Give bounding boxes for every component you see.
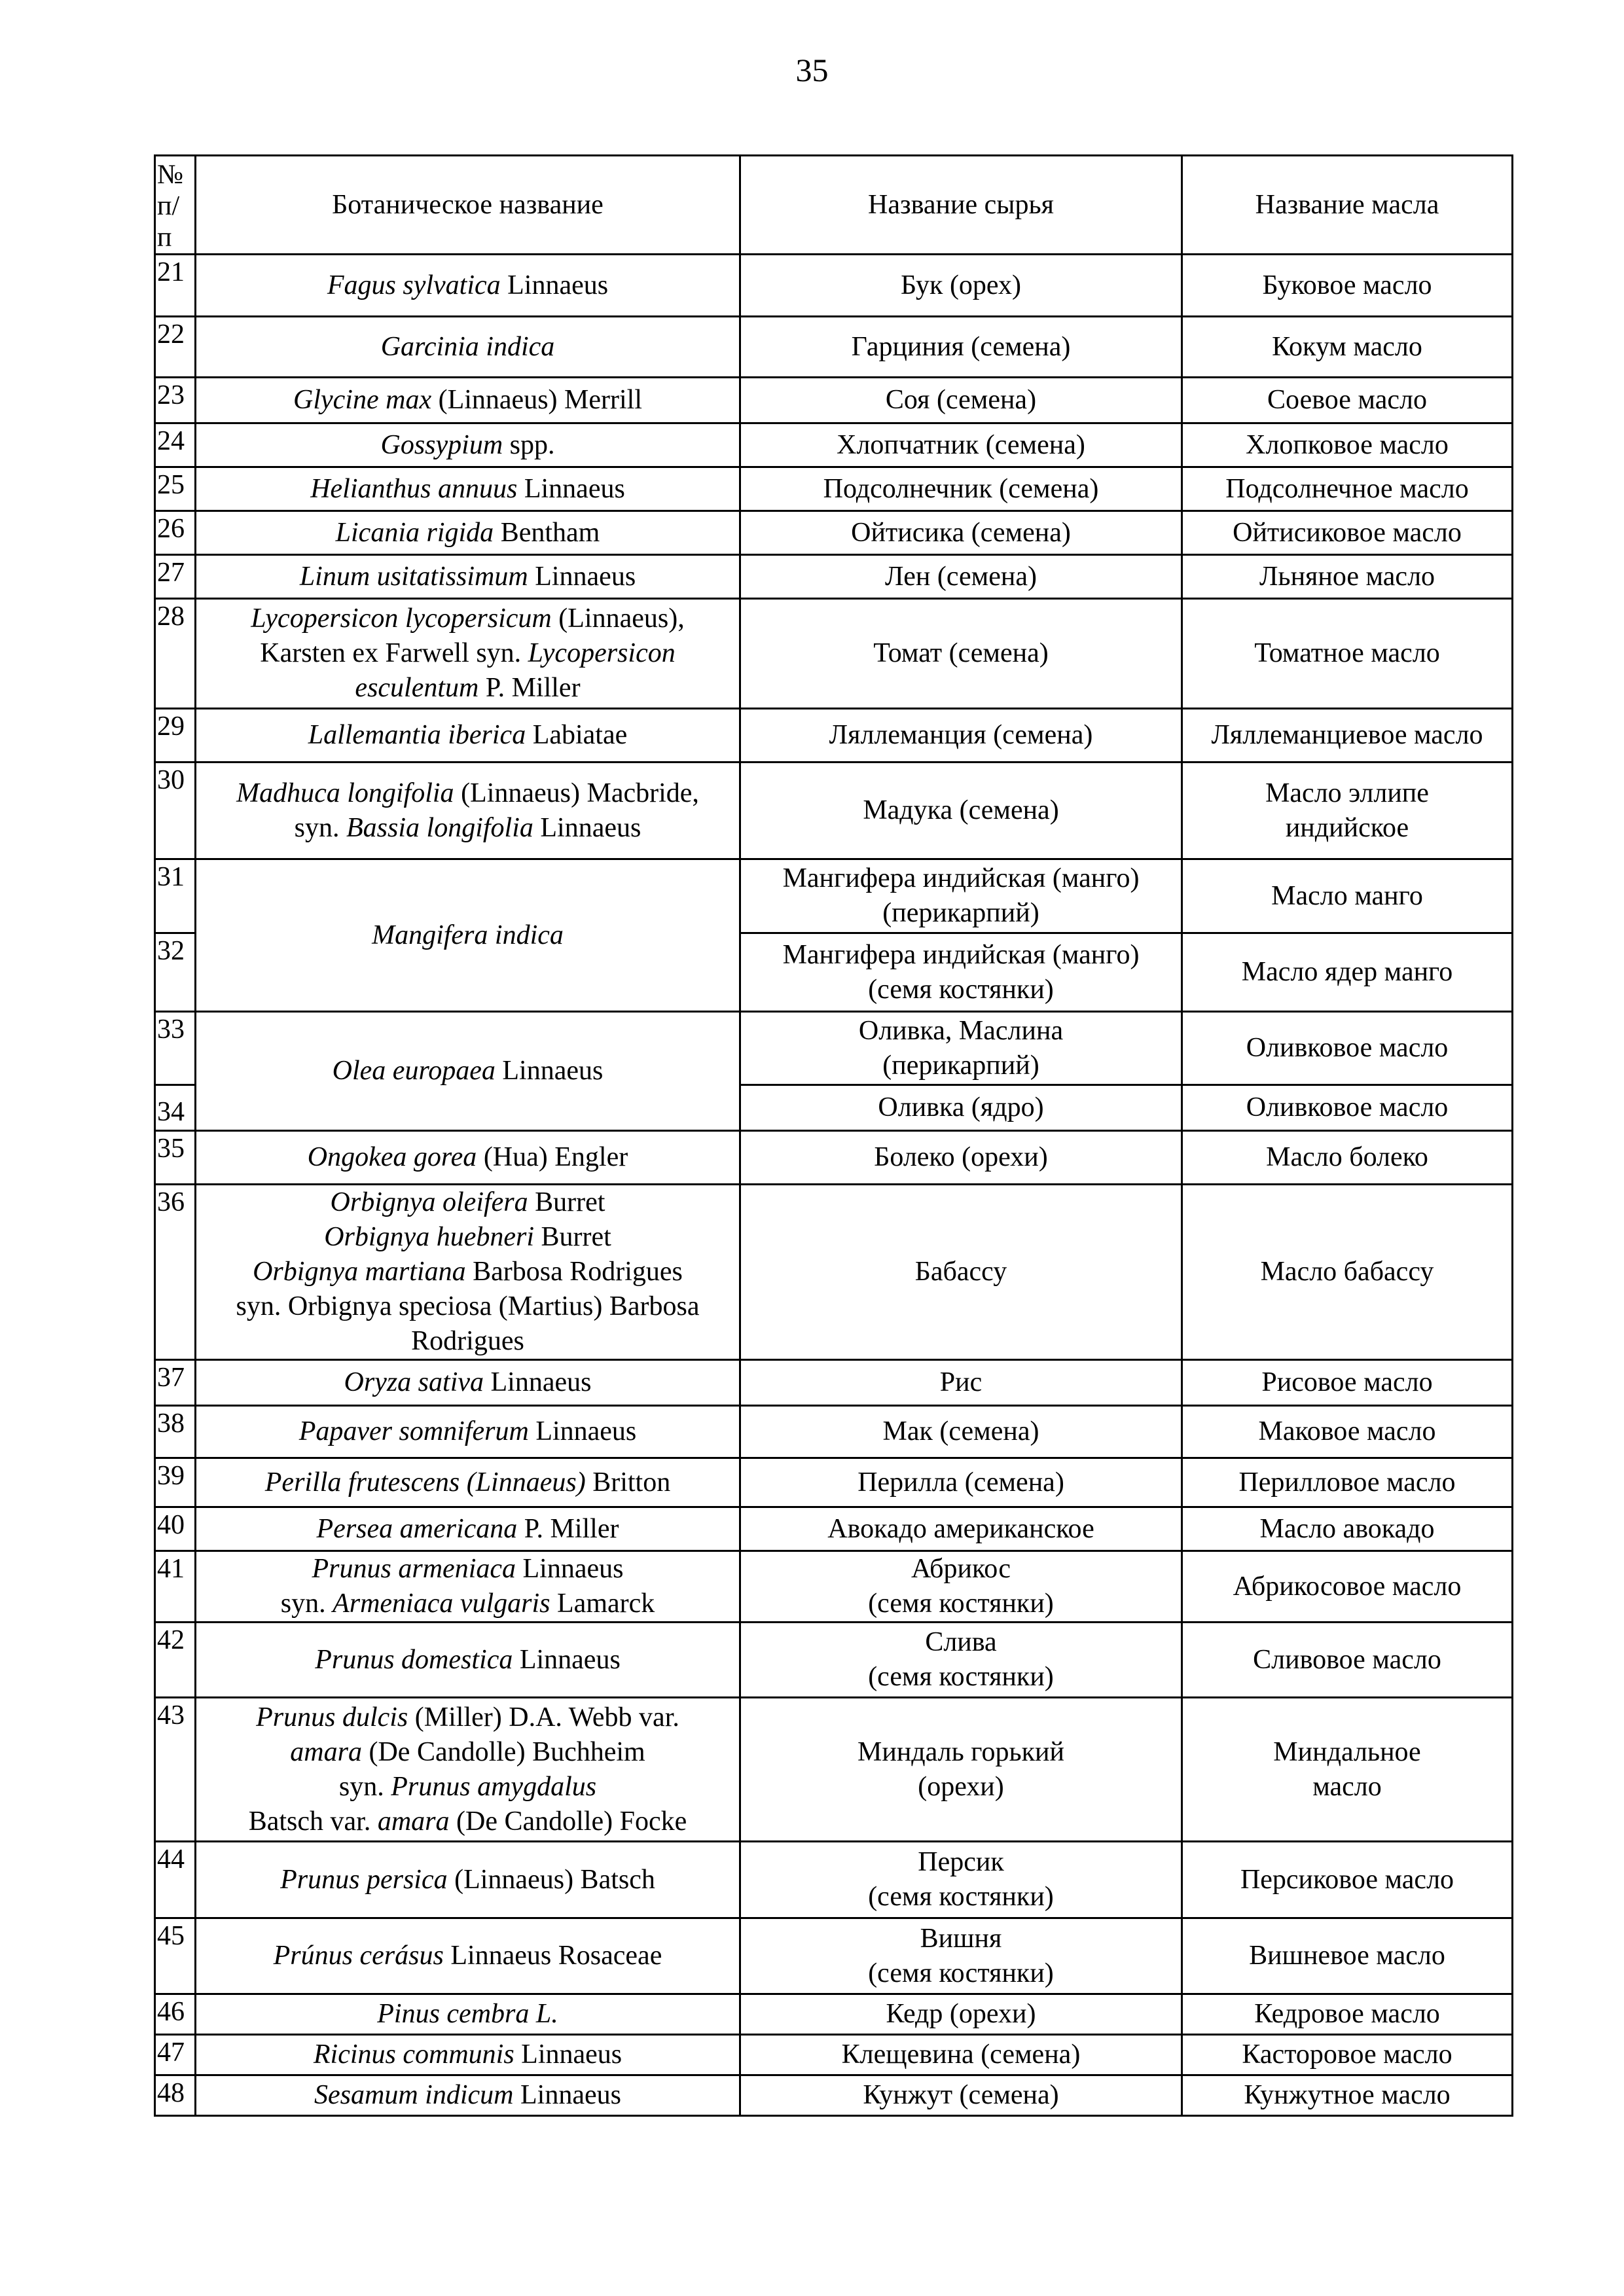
- oil-name-line: Ляллеманциевое масло: [1211, 720, 1483, 750]
- oil-name: [1182, 762, 1513, 859]
- raw-material-line: Мак (семена): [882, 1416, 1039, 1446]
- oil-name-line: Рисовое масло: [1261, 1367, 1433, 1397]
- table-row: [155, 2075, 1513, 2116]
- row-number: 32: [155, 933, 196, 1012]
- row-number: 34: [155, 1085, 196, 1131]
- row-number: 29: [155, 709, 196, 762]
- table-row: [155, 555, 1513, 599]
- botanical-part: Barbosa Rodrigues: [465, 1257, 683, 1287]
- botanical-part: Linnaeus: [517, 473, 625, 504]
- raw-material: [740, 1360, 1182, 1406]
- raw-material-line: Томат (семена): [873, 638, 1049, 668]
- botanical-italic-part: Licania rigida: [335, 517, 494, 548]
- oil-name-line: Масло эллипе: [1265, 778, 1429, 808]
- oil-name-line: Кунжутное масло: [1244, 2080, 1451, 2110]
- raw-material: [740, 511, 1182, 555]
- oil-name-line: Соевое масло: [1267, 385, 1427, 415]
- oil-name: [1182, 1406, 1513, 1458]
- row-number: 48: [155, 2075, 196, 2116]
- botanical-part: Linnaeus: [516, 1554, 624, 1584]
- oil-name: [1182, 1085, 1513, 1131]
- botanical-part: Batsch var.: [248, 1806, 378, 1837]
- raw-material-line: Болеко (орехи): [874, 1142, 1048, 1172]
- row-number: 42: [155, 1623, 196, 1698]
- row-number: 33: [155, 1012, 196, 1085]
- table-row: [155, 1131, 1513, 1185]
- table-row: [155, 511, 1513, 555]
- table-row: [155, 1012, 1513, 1085]
- botanical-italic-part: Prunus persica: [280, 1864, 448, 1895]
- botanical-italic-part: Perilla frutescens (Linnaeus): [264, 1467, 586, 1498]
- botanical-italic-part: Mangifera indica: [372, 920, 564, 950]
- botanical-name: [196, 1623, 740, 1698]
- oil-name: [1182, 1551, 1513, 1623]
- botanical-part: Burret: [534, 1222, 611, 1252]
- oil-name-line: Оливковое масло: [1246, 1033, 1449, 1063]
- botanical-italic-part: Olea europaea: [332, 1056, 496, 1086]
- oil-name-line: Масло манго: [1271, 880, 1423, 911]
- raw-material-line: Миндаль горький: [857, 1736, 1064, 1767]
- botanical-italic-part: amara: [290, 1736, 362, 1767]
- botanical-italic-part: Ongokea gorea: [307, 1142, 477, 1172]
- botanical-part: Britton: [585, 1467, 671, 1498]
- table-row: [155, 1842, 1513, 1918]
- botanical-part: Linnaeus: [514, 2039, 623, 2070]
- table-row: [155, 2035, 1513, 2075]
- oil-name: [1182, 2035, 1513, 2075]
- botanical-italic-part: Lycopersicon lycopersicum: [251, 603, 552, 634]
- botanical-part: Labiatae: [526, 720, 628, 750]
- raw-material: [740, 378, 1182, 423]
- oil-name-line: Перилловое масло: [1238, 1467, 1456, 1498]
- botanical-part: (Hua) Engler: [477, 1142, 628, 1172]
- oil-name-line: Подсолнечное масло: [1225, 473, 1469, 504]
- oil-name-line: масло: [1312, 1771, 1382, 1802]
- table-row: [155, 317, 1513, 378]
- oil-name: [1182, 1918, 1513, 1994]
- botanical-part: Linnaeus Rosaceae: [443, 1941, 662, 1971]
- oil-name-line: Маковое масло: [1258, 1416, 1436, 1446]
- table-row: [155, 1994, 1513, 2035]
- table-row: [155, 255, 1513, 317]
- row-number: 47: [155, 2035, 196, 2075]
- botanical-part: P. Miller: [478, 673, 581, 703]
- botanical-name: [196, 423, 740, 467]
- table-row: [155, 467, 1513, 511]
- raw-material: [740, 255, 1182, 317]
- raw-material-line: Гарциния (семена): [851, 331, 1071, 362]
- botanical-italic-part: Helianthus annuus: [310, 473, 518, 504]
- oil-name: [1182, 511, 1513, 555]
- raw-material: [740, 423, 1182, 467]
- header-botanical-name: Ботаническое название: [196, 156, 740, 255]
- row-number: 35: [155, 1131, 196, 1185]
- raw-material-line: (орехи): [918, 1771, 1004, 1802]
- botanical-italic-part: amara: [377, 1806, 450, 1837]
- raw-material: [740, 467, 1182, 511]
- botanical-name: [196, 1012, 740, 1131]
- botanical-name: [196, 1507, 740, 1551]
- botanical-part: Linnaeus: [513, 1644, 621, 1675]
- botanical-part: (Linnaeus) Batsch: [447, 1864, 655, 1895]
- botanical-italic-part: Lallemantia iberica: [308, 720, 526, 750]
- botanical-italic-part: Prunus dulcis: [256, 1702, 408, 1732]
- table-row: [155, 1623, 1513, 1698]
- botanical-italic-part: Armeniaca vulgaris: [333, 1588, 550, 1619]
- botanical-italic-part: Gossypium: [380, 429, 503, 460]
- oil-name: [1182, 599, 1513, 709]
- raw-material-line: Подсолнечник (семена): [823, 473, 1099, 504]
- oil-name-line: Кокум масло: [1272, 331, 1422, 362]
- botanical-name: [196, 1360, 740, 1406]
- botanical-italic-part: esculentum: [355, 673, 479, 703]
- table-row: [155, 1698, 1513, 1842]
- botanical-name: [196, 255, 740, 317]
- raw-material: [740, 555, 1182, 599]
- raw-material-line: Клещевина (семена): [841, 2039, 1081, 2070]
- raw-material: [740, 1623, 1182, 1698]
- oil-name: [1182, 1623, 1513, 1698]
- botanical-italic-part: Orbignya oleifera: [330, 1187, 528, 1217]
- raw-material-line: (семя костянки): [868, 1882, 1054, 1912]
- raw-material-line: (перикарпий): [882, 898, 1039, 928]
- oil-name: [1182, 933, 1513, 1012]
- botanical-name: [196, 1406, 740, 1458]
- oil-name: [1182, 255, 1513, 317]
- botanical-italic-part: Orbignya martiana: [253, 1257, 466, 1287]
- row-number: 30: [155, 762, 196, 859]
- botanical-name: [196, 859, 740, 1012]
- botanical-name: [196, 1698, 740, 1842]
- botanical-part: Linnaeus: [500, 270, 609, 300]
- oil-name-line: Буковое масло: [1262, 270, 1432, 300]
- botanical-name: [196, 1131, 740, 1185]
- botanical-part: Linnaeus: [533, 812, 641, 843]
- table-row: [155, 378, 1513, 423]
- oil-name-line: Персиковое масло: [1240, 1864, 1454, 1895]
- botanical-part: syn.: [280, 1588, 333, 1619]
- header-raw-material: Название сырья: [740, 156, 1182, 255]
- botanical-name: [196, 1918, 740, 1994]
- raw-material-line: Рис: [939, 1367, 983, 1397]
- raw-material-line: Оливка (ядро): [878, 1092, 1044, 1122]
- row-number: 26: [155, 511, 196, 555]
- botanical-part: (Linnaeus) Macbride,: [454, 778, 699, 808]
- oil-name-line: Касторовое масло: [1242, 2039, 1453, 2070]
- botanical-italic-part: Garcinia indica: [380, 331, 555, 362]
- raw-material-line: Слива: [925, 1627, 997, 1657]
- botanical-name: [196, 555, 740, 599]
- botanical-part: spp.: [503, 429, 555, 460]
- botanical-italic-part: Orbignya huebneri: [324, 1222, 534, 1252]
- botanical-part: Linnaeus: [528, 1416, 637, 1446]
- botanical-name: [196, 1458, 740, 1507]
- raw-material-line: (семя костянки): [868, 1958, 1054, 1988]
- botanical-name: [196, 1842, 740, 1918]
- oil-name: [1182, 317, 1513, 378]
- botanical-part: syn. Orbignya speciosa (Martius) Barbosa: [236, 1291, 700, 1321]
- raw-material: [740, 1698, 1182, 1842]
- raw-material: [740, 709, 1182, 762]
- raw-material: [740, 317, 1182, 378]
- raw-material-line: Ойтисика (семена): [851, 517, 1071, 548]
- raw-material: [740, 1012, 1182, 1085]
- botanical-name: [196, 378, 740, 423]
- oil-name: [1182, 1507, 1513, 1551]
- raw-material-line: Лен (семена): [885, 561, 1037, 592]
- raw-material-line: Перилла (семена): [857, 1467, 1064, 1498]
- raw-material-line: Бабассу: [914, 1257, 1007, 1287]
- oil-name: [1182, 423, 1513, 467]
- raw-material-line: Бук (орех): [900, 270, 1022, 300]
- botanical-italic-part: Glycine max: [293, 385, 432, 415]
- botanical-italic-part: Persea americana: [316, 1513, 518, 1544]
- botanical-italic-part: Linum usitatissimum: [299, 561, 528, 592]
- botanical-part: (Linnaeus) Merrill: [431, 385, 642, 415]
- header-oil-name: Название масла: [1182, 156, 1513, 255]
- raw-material: [740, 1842, 1182, 1918]
- row-number: 25: [155, 467, 196, 511]
- oil-name: [1182, 1458, 1513, 1507]
- botanical-name: [196, 317, 740, 378]
- table-row: [155, 1458, 1513, 1507]
- raw-material-line: Абрикос: [911, 1554, 1011, 1584]
- botanical-italic-part: Prunus domestica: [315, 1644, 513, 1675]
- raw-material: [740, 762, 1182, 859]
- raw-material: [740, 1185, 1182, 1360]
- raw-material: [740, 1918, 1182, 1994]
- row-number: 41: [155, 1551, 196, 1623]
- row-number: 31: [155, 859, 196, 933]
- raw-material-line: Персик: [918, 1847, 1004, 1877]
- oil-name-line: Льняное масло: [1259, 561, 1435, 592]
- raw-material-line: (семя костянки): [868, 1588, 1054, 1619]
- raw-material-line: Мангифера индийская (манго): [782, 863, 1140, 893]
- row-number: 40: [155, 1507, 196, 1551]
- table-row: [155, 599, 1513, 709]
- oil-name-line: Масло авокадо: [1259, 1513, 1435, 1544]
- page-number: 35: [795, 52, 829, 88]
- raw-material: [740, 1551, 1182, 1623]
- botanical-italic-part: Papaver somniferum: [298, 1416, 529, 1446]
- botanical-part: (Miller) D.A. Webb var.: [408, 1702, 679, 1732]
- raw-material-line: Хлопчатник (семена): [837, 429, 1085, 460]
- botanical-italic-part: Prunus armeniaca: [312, 1554, 516, 1584]
- botanical-name: [196, 709, 740, 762]
- table-row: [155, 1551, 1513, 1623]
- row-number: 43: [155, 1698, 196, 1842]
- raw-material-line: Соя (семена): [885, 385, 1037, 415]
- oil-name-line: Ойтисиковое масло: [1233, 517, 1462, 548]
- header-number-symbol: №: [157, 160, 184, 190]
- botanical-part: Rodrigues: [411, 1326, 524, 1356]
- botanical-part: syn.: [338, 1771, 391, 1802]
- row-number: 38: [155, 1406, 196, 1458]
- row-number: 46: [155, 1994, 196, 2035]
- raw-material-line: Вишня: [920, 1923, 1002, 1954]
- botanical-part: (De Candolle) Focke: [449, 1806, 687, 1837]
- botanical-part: Burret: [528, 1187, 605, 1217]
- botanical-italic-part: Sesamum indicum: [314, 2080, 514, 2110]
- row-number: 39: [155, 1458, 196, 1507]
- raw-material: [740, 599, 1182, 709]
- raw-material-line: (семя костянки): [868, 1662, 1054, 1692]
- table-row: [155, 1360, 1513, 1406]
- table-row: [155, 1185, 1513, 1360]
- row-number: 27: [155, 555, 196, 599]
- raw-material-line: Кедр (орехи): [886, 1999, 1036, 2029]
- oil-name-line: Оливковое масло: [1246, 1092, 1449, 1122]
- raw-material-line: Мангифера индийская (манго): [782, 939, 1140, 970]
- botanical-italic-part: Oryza sativa: [344, 1367, 484, 1397]
- oil-name: [1182, 378, 1513, 423]
- oil-name-line: Масло ядер манго: [1241, 957, 1453, 987]
- oil-name: [1182, 709, 1513, 762]
- header-number: [155, 156, 196, 255]
- raw-material-line: Кунжут (семена): [863, 2080, 1059, 2110]
- botanical-italic-part: Prúnus cerásus: [273, 1941, 444, 1971]
- botanical-name: [196, 2075, 740, 2116]
- botanical-part: Linnaeus: [513, 2080, 621, 2110]
- botanical-italic-part: Pinus cembra L.: [377, 1999, 558, 2029]
- raw-material: [740, 933, 1182, 1012]
- raw-material: [740, 1458, 1182, 1507]
- row-number: 36: [155, 1185, 196, 1360]
- raw-material: [740, 2035, 1182, 2075]
- botanical-part: Karsten ex Farwell syn.: [260, 638, 528, 668]
- botanical-italic-part: Ricinus communis: [313, 2039, 514, 2070]
- oil-name: [1182, 1842, 1513, 1918]
- oil-name: [1182, 859, 1513, 933]
- row-number: 21: [155, 255, 196, 317]
- oil-name-line: Хлопковое масло: [1246, 429, 1449, 460]
- raw-material: [740, 1994, 1182, 2035]
- oil-name-line: Масло болеко: [1266, 1142, 1428, 1172]
- botanical-part: Linnaeus: [484, 1367, 592, 1397]
- table-row: [155, 859, 1513, 933]
- table-row: [155, 709, 1513, 762]
- oil-name: [1182, 1131, 1513, 1185]
- raw-material: [740, 1507, 1182, 1551]
- botanical-part: (De Candolle) Buchheim: [361, 1736, 645, 1767]
- botanical-name: [196, 2035, 740, 2075]
- row-number: 22: [155, 317, 196, 378]
- row-number: 24: [155, 423, 196, 467]
- raw-material-line: Авокадо американское: [827, 1513, 1094, 1544]
- botanical-name: [196, 1994, 740, 2035]
- oil-name: [1182, 2075, 1513, 2116]
- botanical-part: Lamarck: [550, 1588, 655, 1619]
- raw-material: [740, 1085, 1182, 1131]
- oil-name-line: Масло бабассу: [1260, 1257, 1434, 1287]
- table-row: [155, 1406, 1513, 1458]
- raw-material: [740, 1406, 1182, 1458]
- raw-material: [740, 1131, 1182, 1185]
- botanical-italic-part: Fagus sylvatica: [327, 270, 501, 300]
- oil-name: [1182, 1698, 1513, 1842]
- oil-name-line: Томатное масло: [1254, 638, 1440, 668]
- botanical-part: Linnaeus: [495, 1056, 604, 1086]
- row-number: 37: [155, 1360, 196, 1406]
- raw-material-line: Оливка, Маслина: [858, 1015, 1064, 1046]
- oil-name-line: индийское: [1285, 812, 1409, 843]
- botanical-name: [196, 762, 740, 859]
- table-row: [155, 1507, 1513, 1551]
- row-number: 45: [155, 1918, 196, 1994]
- raw-material-line: Мадука (семена): [863, 795, 1059, 825]
- botanical-italic-part: Prunus amygdalus: [391, 1771, 597, 1802]
- botanical-name: [196, 511, 740, 555]
- raw-material-line: (семя костянки): [868, 974, 1054, 1005]
- oils-table: [154, 154, 1513, 2117]
- oil-name: [1182, 1012, 1513, 1085]
- oil-name: [1182, 1360, 1513, 1406]
- raw-material: [740, 859, 1182, 933]
- botanical-italic-part: Lycopersicon: [528, 638, 676, 668]
- oil-name-line: Абрикосовое масло: [1233, 1571, 1462, 1602]
- botanical-name: [196, 1551, 740, 1623]
- botanical-name: [196, 1185, 740, 1360]
- botanical-part: (Linnaeus),: [551, 603, 685, 634]
- botanical-italic-part: Bassia longifolia: [346, 812, 533, 843]
- oil-name: [1182, 467, 1513, 511]
- row-number: 44: [155, 1842, 196, 1918]
- botanical-part: syn.: [294, 812, 347, 843]
- table-header-row: [155, 156, 1513, 255]
- oil-name-line: Кедровое масло: [1254, 1999, 1440, 2029]
- oil-name-line: Вишневое масло: [1249, 1941, 1445, 1971]
- botanical-part: P. Miller: [517, 1513, 619, 1544]
- botanical-italic-part: Madhuca longifolia: [236, 778, 454, 808]
- raw-material-line: (перикарпий): [882, 1050, 1039, 1081]
- oil-name: [1182, 555, 1513, 599]
- row-number: 28: [155, 599, 196, 709]
- botanical-name: [196, 467, 740, 511]
- table-row: [155, 1918, 1513, 1994]
- header-number-abbrev: п/п: [157, 191, 180, 253]
- botanical-name: [196, 599, 740, 709]
- botanical-part: Bentham: [494, 517, 600, 548]
- oil-name: [1182, 1994, 1513, 2035]
- table-row: [155, 762, 1513, 859]
- raw-material: [740, 2075, 1182, 2116]
- oil-name-line: Сливовое масло: [1253, 1644, 1441, 1675]
- raw-material-line: Ляллеманция (семена): [829, 720, 1093, 750]
- oil-name: [1182, 1185, 1513, 1360]
- row-number: 23: [155, 378, 196, 423]
- botanical-part: Linnaeus: [528, 561, 636, 592]
- oil-name-line: Миндальное: [1273, 1736, 1421, 1767]
- table-row: [155, 423, 1513, 467]
